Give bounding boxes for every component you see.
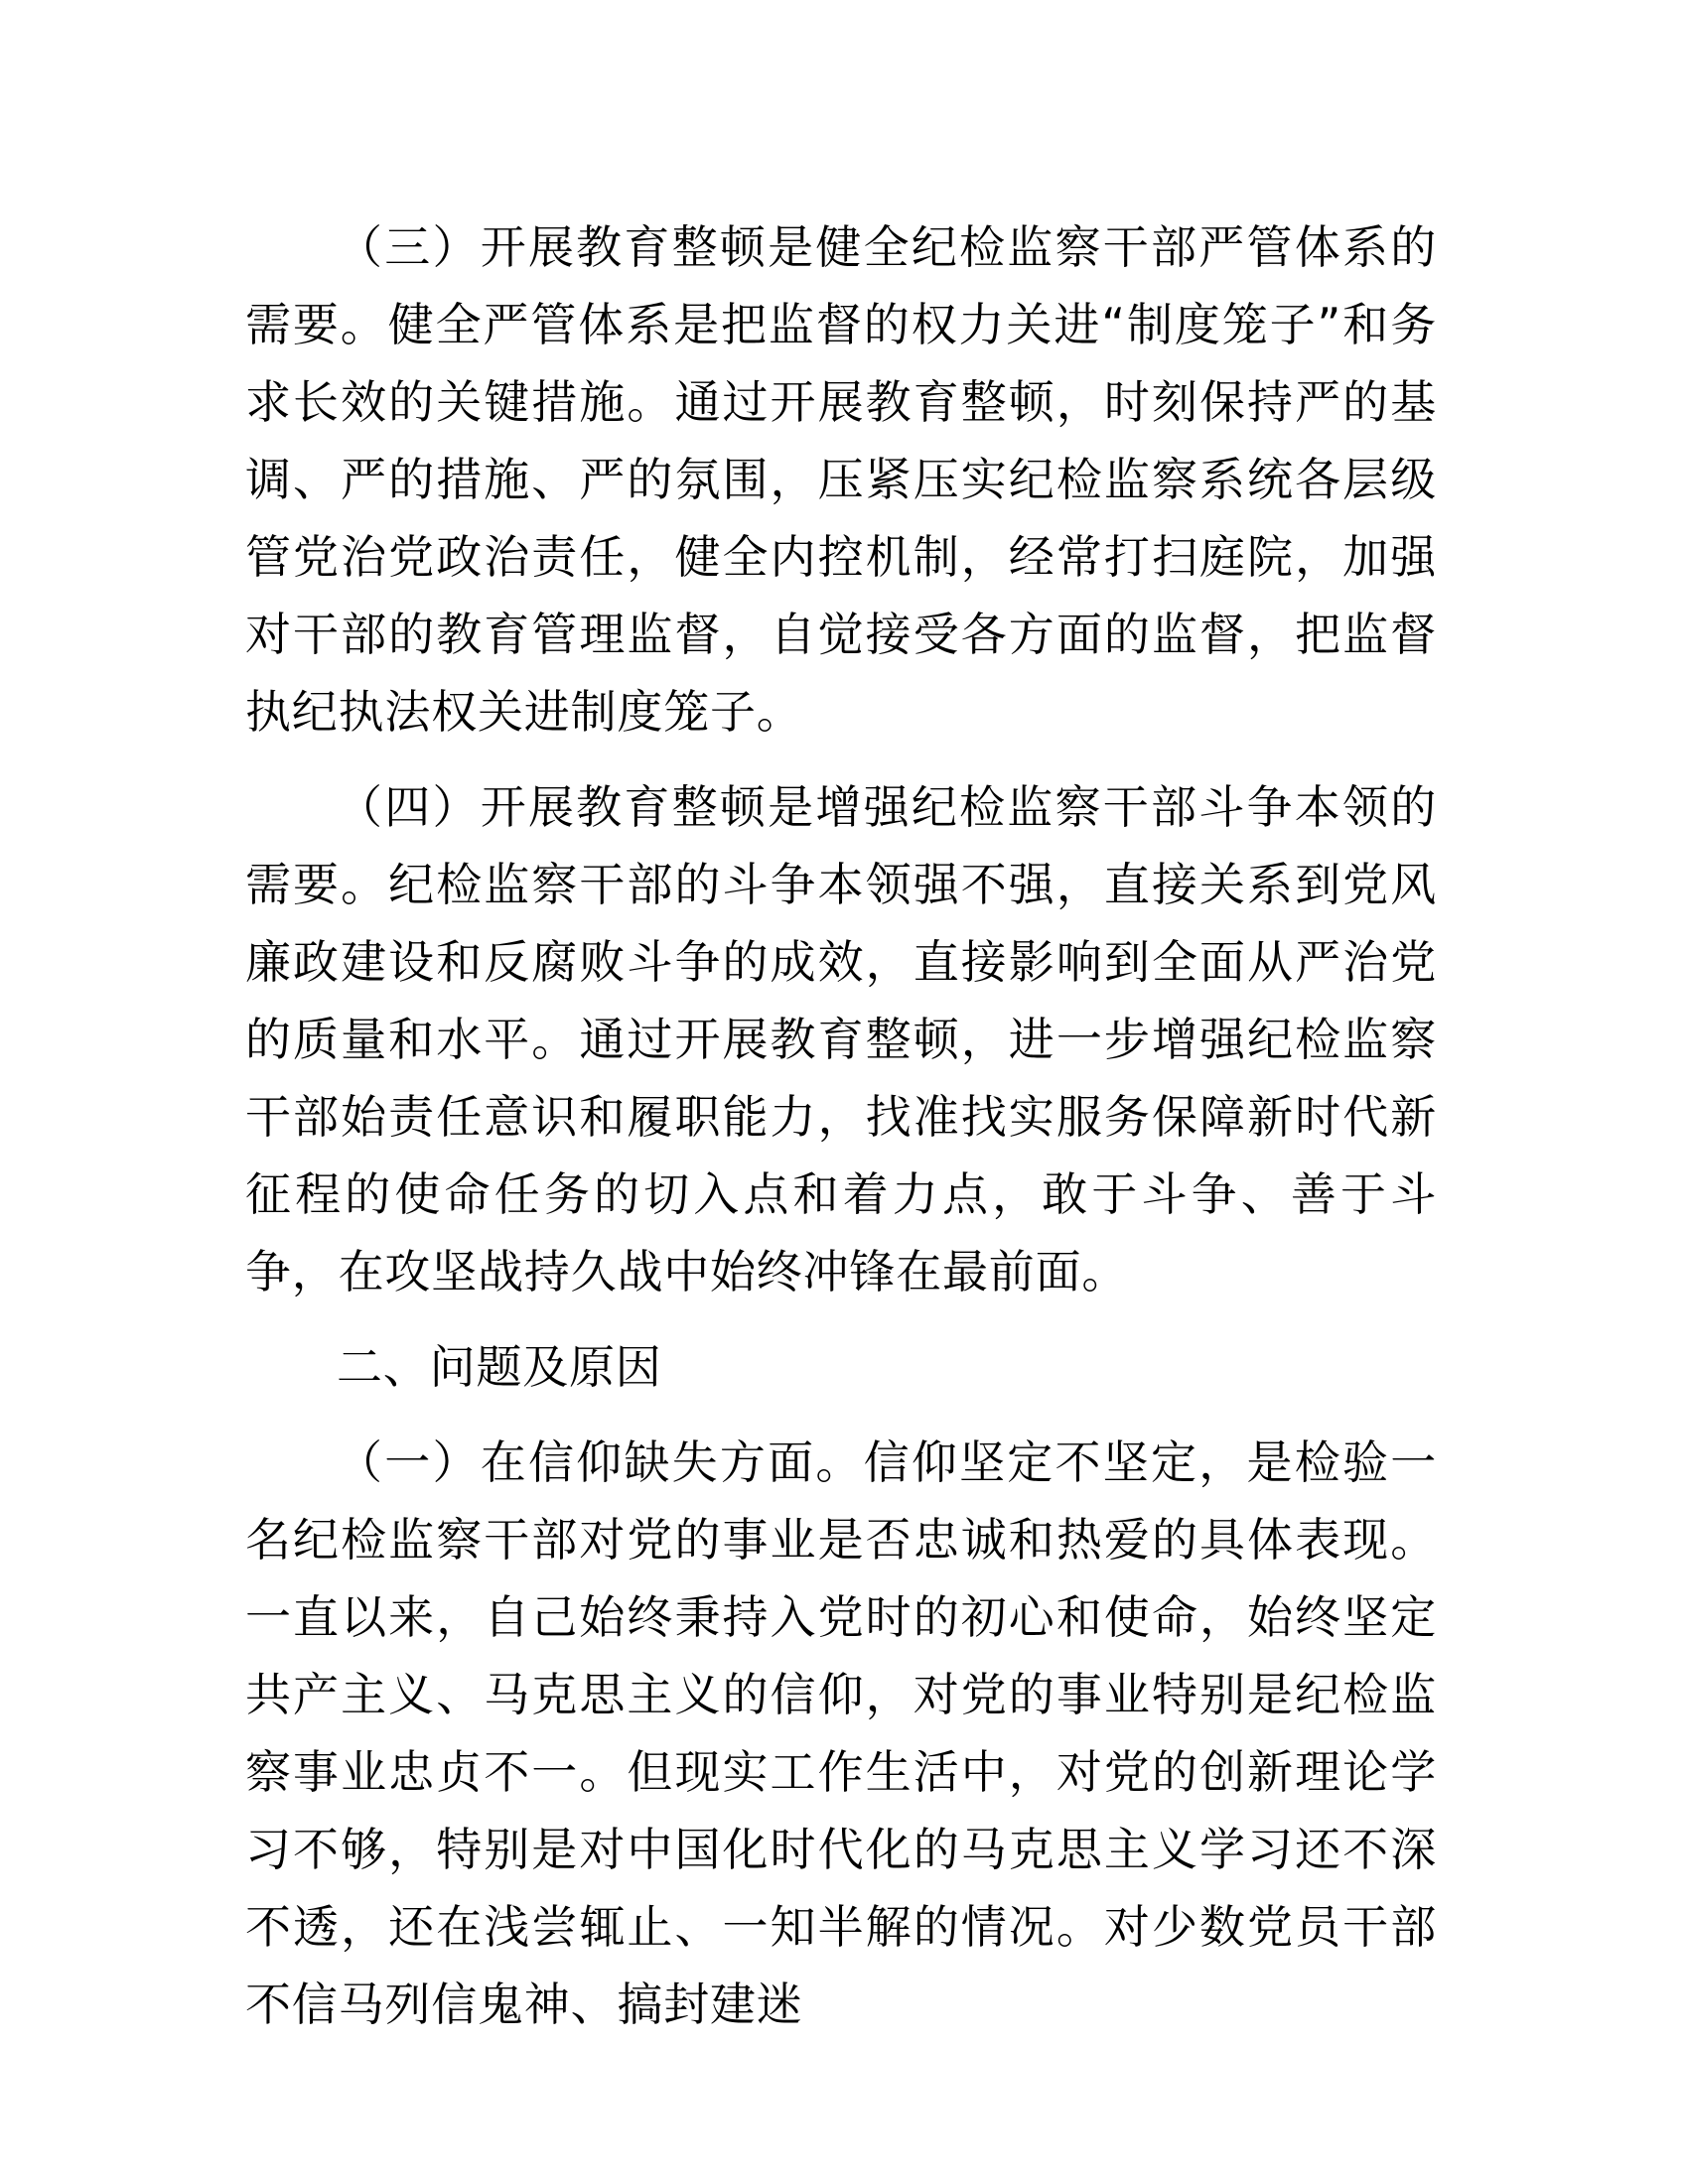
paragraph-belief: （一）在信仰缺失方面。信仰坚定不坚定，是检验一名纪检监察干部对党的事业是否忠诚和热爱的具体表现。一直以来，自己始终秉持入党时的初心和使命，始终坚定共产主义、马克思主义的信仰，对党的事业特别是纪检监察事业忠贞不一。但现实工作生活中，对党的创新理论学习不够，特别是对中国化时代化的马克思主义学习还不深不透，还在浅尝辄止、一知半解的情况。对少数党员干部不信马列信鬼神、搞封建迷 — [245, 1435, 1437, 2031]
paragraph-section-3: （三）开展教育整顿是健全纪检监察干部严管体系的需要。健全严管体系是把监督的权力关进“制度笼子”和务求长效的关键措施。通过开展教育整顿，时刻保持严的基调、严的措施、严的氛围，压紧压实纪检监察系统各层级管党治党政治责任，健全内控机制，经常打扫庭院，加强对干部的教育管理监督，自觉接受各方面的监督，把监督执纪执法权关进制度笼子。 — [245, 220, 1437, 739]
section-heading-problems: 二、问题及原因 — [337, 1340, 662, 1394]
document-page — [245, 208, 1437, 2061]
paragraph-section-4: （四）开展教育整顿是增强纪检监察干部斗争本领的需要。纪检监察干部的斗争本领强不强，直接关系到党风廉政建设和反腐败斗争的成效，直接影响到全面从严治党的质量和水平。通过开展教育整顿，进一步增强纪检监察干部始责任意识和履职能力，找准找实服务保障新时代新征程的使命任务的切入点和着力点，敢于斗争、善于斗争，在攻坚战持久战中始终冲锋在最前面。 — [245, 780, 1437, 1298]
